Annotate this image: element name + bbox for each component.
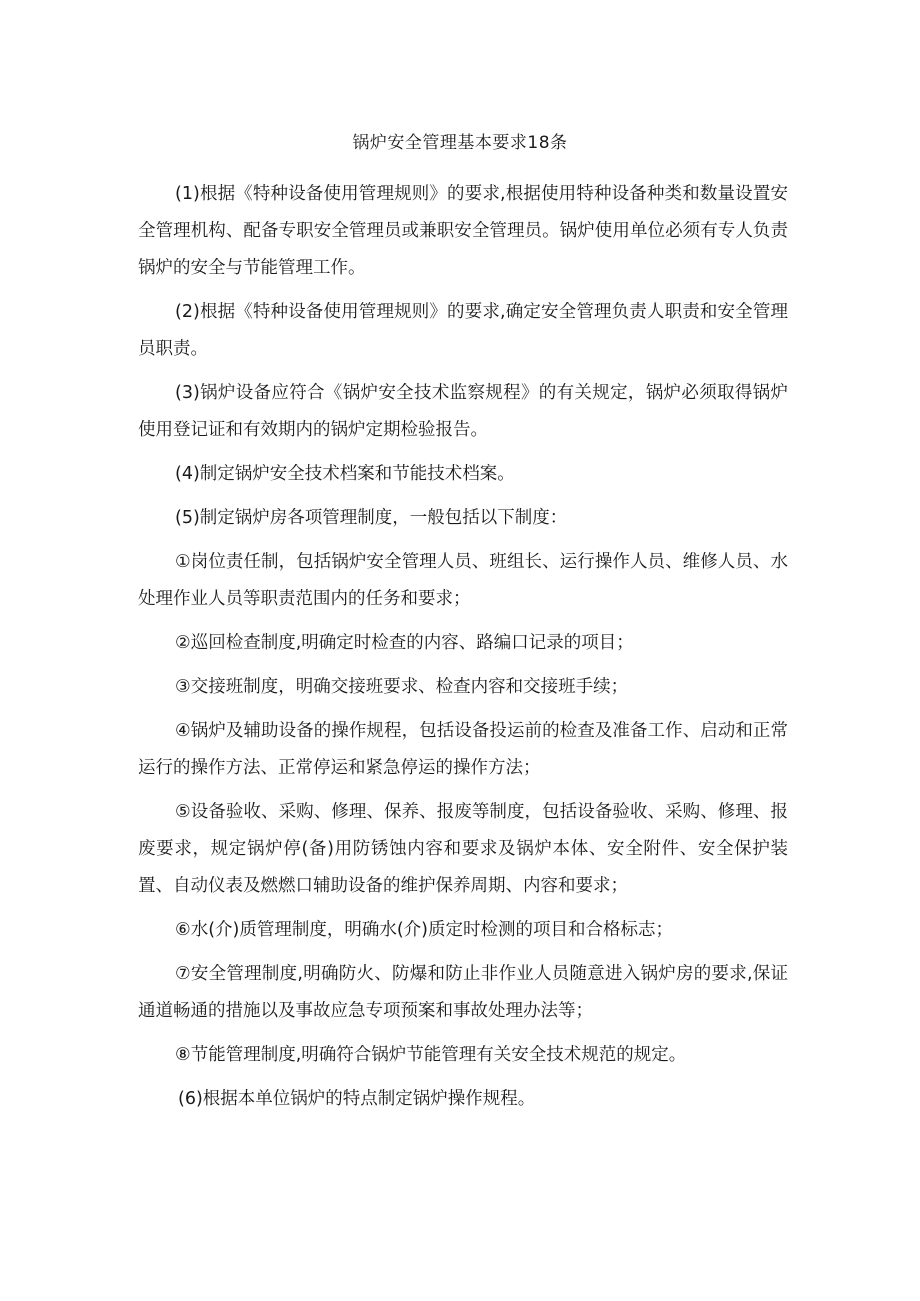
- document-title: 锅炉安全管理基本要求18条: [352, 133, 568, 153]
- document-body: [138, 176, 788, 1125]
- list-item-2: ②巡回检查制度,明确定时检查的内容、路编口记录的项目；: [175, 633, 634, 653]
- list-item-7: ⑦安全管理制度,明确防火、防爆和防止非作业人员随意进入锅炉房的要求,保证通道畅通的措施以及事故应急专项预案和事故处理办法等；: [138, 964, 788, 1021]
- paragraph-5: (5)制定锅炉房各项管理制度，一般包括以下制度：: [175, 508, 568, 528]
- list-item-1: ①岗位责任制，包括锅炉安全管理人员、班组长、运行操作人员、维修人员、水处理作业人员等职责范围内的任务和要求；: [138, 552, 788, 609]
- list-item-5: ⑤设备验收、采购、修理、保养、报废等制度，包括设备验收、采购、修理、报废要求，规定锅炉停(备)用防锈蚀内容和要求及锅炉本体、安全附件、安全保护装置、自动仪表及燃燃口辅助设备的维护保养周期、内容和要求；: [138, 802, 788, 896]
- list-item-3: ③交接班制度，明确交接班要求、检查内容和交接班手续；: [175, 677, 629, 697]
- list-item-6: ⑥水(介)质管理制度，明确水(介)质定时检测的项目和合格标志；: [175, 920, 673, 940]
- paragraph-3: (3)锅炉设备应符合《锅炉安全技术监察规程》的有关规定，锅炉必须取得锅炉使用登记证和有效期内的锅炉定期检验报告。: [138, 383, 788, 440]
- paragraph-2: (2)根据《特种设备使用管理规则》的要求,确定安全管理负责人职责和安全管理员职责。: [138, 302, 788, 359]
- paragraph-6: (6)根据本单位锅炉的特点制定锅炉操作规程。: [178, 1089, 536, 1109]
- paragraph-4: (4)制定锅炉安全技术档案和节能技术档案。: [175, 464, 515, 484]
- list-item-4: ④锅炉及辅助设备的操作规程，包括设备投运前的检查及准备工作、启动和正常运行的操作方法、正常停运和紧急停运的操作方法；: [138, 721, 788, 778]
- paragraph-1: (1)根据《特种设备使用管理规则》的要求,根据使用特种设备种类和数量设置安全管理机构、配备专职安全管理员或兼职安全管理员。锅炉使用单位必须有专人负责锅炉的安全与节能管理工作。: [138, 184, 788, 278]
- list-item-8: ⑧节能管理制度,明确符合锅炉节能管理有关安全技术规范的规定。: [175, 1045, 687, 1065]
